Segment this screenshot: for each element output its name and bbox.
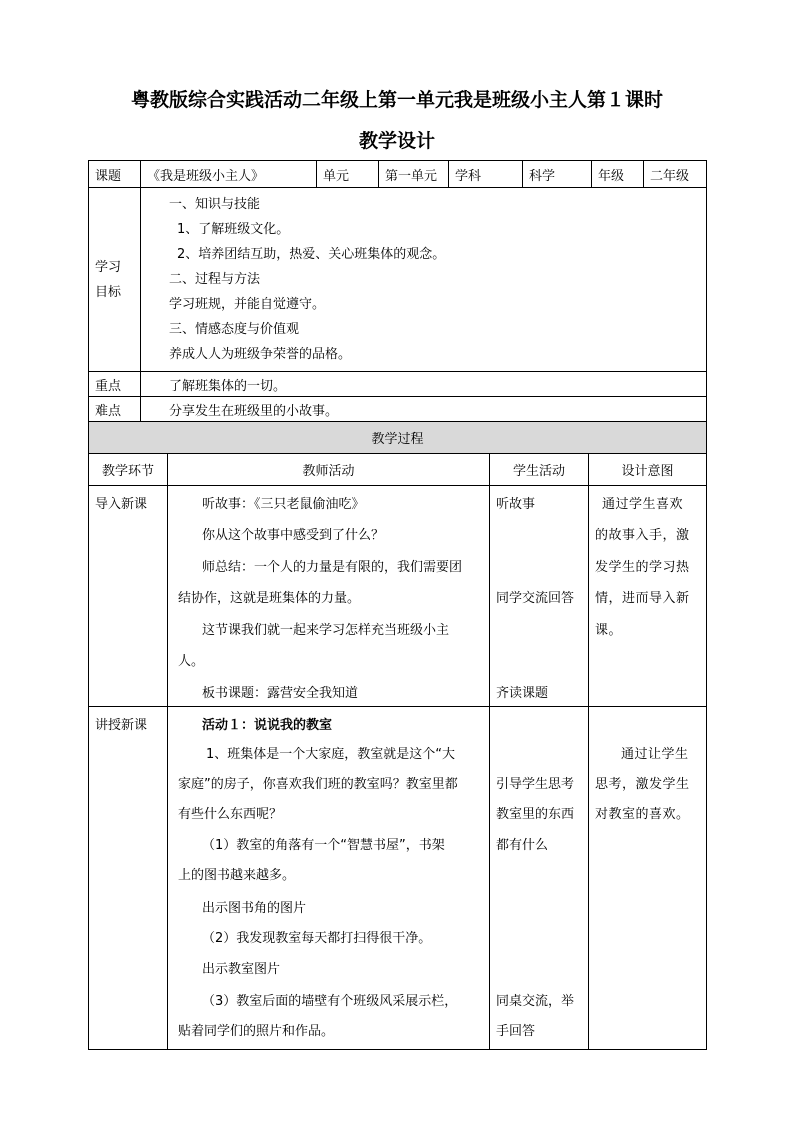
design-line: 对教室的喜欢。: [595, 807, 690, 822]
student-line: 同学交流回答: [496, 591, 575, 606]
teacher-line: 结协作，这就是班集体的力量。: [178, 591, 361, 606]
intro-student-activity: [490, 486, 589, 707]
intro-teacher-activity: [168, 486, 490, 707]
topic-value: 《我是班级小主人》: [141, 161, 317, 188]
key-point-row: [89, 372, 707, 397]
header-stage: 教学环节: [89, 454, 168, 486]
student-line: 听故事: [496, 497, 536, 512]
design-line: 情，进而导入新: [595, 591, 690, 606]
lesson-design-intent: [589, 707, 707, 1050]
teacher-line: 这节课我们就一起来学习怎样充当班级小主: [202, 623, 450, 638]
teacher-line: 你从这个故事中感受到了什么？: [202, 528, 385, 543]
design-line: 发学生的学习热: [595, 560, 690, 575]
header-design: 设计意图: [589, 454, 707, 486]
objectives-content: [141, 188, 707, 372]
process-table: [88, 421, 707, 1050]
teacher-line: 板书课题：露营安全我知道: [202, 686, 359, 701]
difficulty-value: 分享发生在班级里的小故事。: [141, 397, 707, 422]
process-header-row: [89, 454, 707, 486]
student-line: 齐读课题: [496, 686, 549, 701]
info-header-row: [89, 161, 707, 188]
key-point-label: 重点: [89, 372, 141, 397]
design-line: 通过学生喜欢: [602, 497, 684, 512]
document-subtitle: 教学设计: [358, 130, 435, 152]
teacher-line: （1）教室的角落有一个“智慧书屋”，书架: [202, 838, 445, 853]
teacher-line: 家庭”的房子，你喜欢我们班的教室吗？教室里都: [178, 777, 458, 792]
objectives-label-line: 目标: [95, 284, 122, 300]
subject-label: 学科: [449, 161, 523, 188]
objective-line: 二、过程与方法: [169, 272, 261, 287]
teacher-line: 上的图书越来越多。: [178, 868, 296, 883]
topic-label: 课题: [89, 161, 141, 188]
teacher-line: 出示图书角的图片: [202, 901, 307, 916]
lesson-row: [89, 707, 707, 1050]
teacher-line: （3）教室后面的墙壁有个班级风采展示栏，: [202, 994, 458, 1009]
intro-stage: [89, 486, 168, 707]
objective-line: 2、培养团结互助，热爱、关心班集体的观念。: [177, 247, 446, 262]
student-line: 同桌交流，举: [496, 994, 575, 1009]
teacher-line: 贴着同学们的照片和作品。: [178, 1024, 335, 1039]
difficulty-label: 难点: [89, 397, 141, 422]
grade-label: 年级: [592, 161, 644, 188]
student-line: 引导学生思考: [496, 777, 575, 792]
process-section-title: 教学过程: [89, 422, 707, 454]
grade-value: 二年级: [644, 161, 707, 188]
student-line: 都有什么: [496, 838, 549, 853]
intro-row: [89, 486, 707, 707]
unit-label: 单元: [317, 161, 379, 188]
lesson-student-activity: [490, 707, 589, 1050]
design-line: 的故事入手，激: [595, 528, 690, 543]
difficulty-row: [89, 397, 707, 422]
intro-design-intent: [589, 486, 707, 707]
process-section-row: [89, 422, 707, 454]
lesson-stage: [89, 707, 168, 1050]
objectives-label: [89, 188, 141, 372]
unit-value: 第一单元: [379, 161, 449, 188]
objective-line: 养成人人为班级争荣誉的品格。: [169, 347, 352, 362]
teacher-line: 听故事：《三只老鼠偷油吃》: [202, 497, 365, 512]
design-line: 思考，激发学生: [595, 777, 690, 792]
design-line: 课。: [595, 623, 623, 638]
header-student: 学生活动: [490, 454, 589, 486]
stage-label: 讲授新课: [95, 718, 148, 733]
objectives-label-line: 学习: [95, 259, 122, 275]
objectives-row: [89, 188, 707, 372]
student-line: 教室里的东西: [496, 807, 575, 822]
objective-line: 学习班规，并能自觉遵守。: [169, 297, 326, 312]
teacher-line: 师总结：一个人的力量是有限的，我们需要团: [202, 560, 463, 575]
teacher-line: 人。: [178, 654, 205, 669]
objective-line: 三、情感态度与价值观: [169, 322, 300, 337]
document-title: 粤教版综合实践活动二年级上第一单元我是班级小主人第１课时: [130, 89, 663, 111]
design-line: 通过让学生: [621, 747, 689, 762]
key-point-value: 了解班集体的一切。: [141, 372, 707, 397]
teacher-line: 出示教室图片: [202, 962, 281, 977]
teacher-line: 有些什么东西呢？: [178, 807, 283, 822]
activity-title: 活动１：说说我的教室: [202, 718, 333, 733]
teacher-line: 1、班集体是一个大家庭，教室就是这个“大: [206, 747, 456, 762]
header-teacher: 教师活动: [168, 454, 490, 486]
stage-label: 导入新课: [95, 497, 148, 512]
subject-value: 科学: [523, 161, 592, 188]
objective-line: 1、了解班级文化。: [177, 222, 290, 237]
student-line: 手回答: [496, 1024, 536, 1039]
info-table: [88, 160, 707, 422]
teacher-line: （2）我发现教室每天都打扫得很干净。: [202, 931, 432, 946]
lesson-teacher-activity: [168, 707, 490, 1050]
objective-line: 一、知识与技能: [169, 197, 261, 212]
